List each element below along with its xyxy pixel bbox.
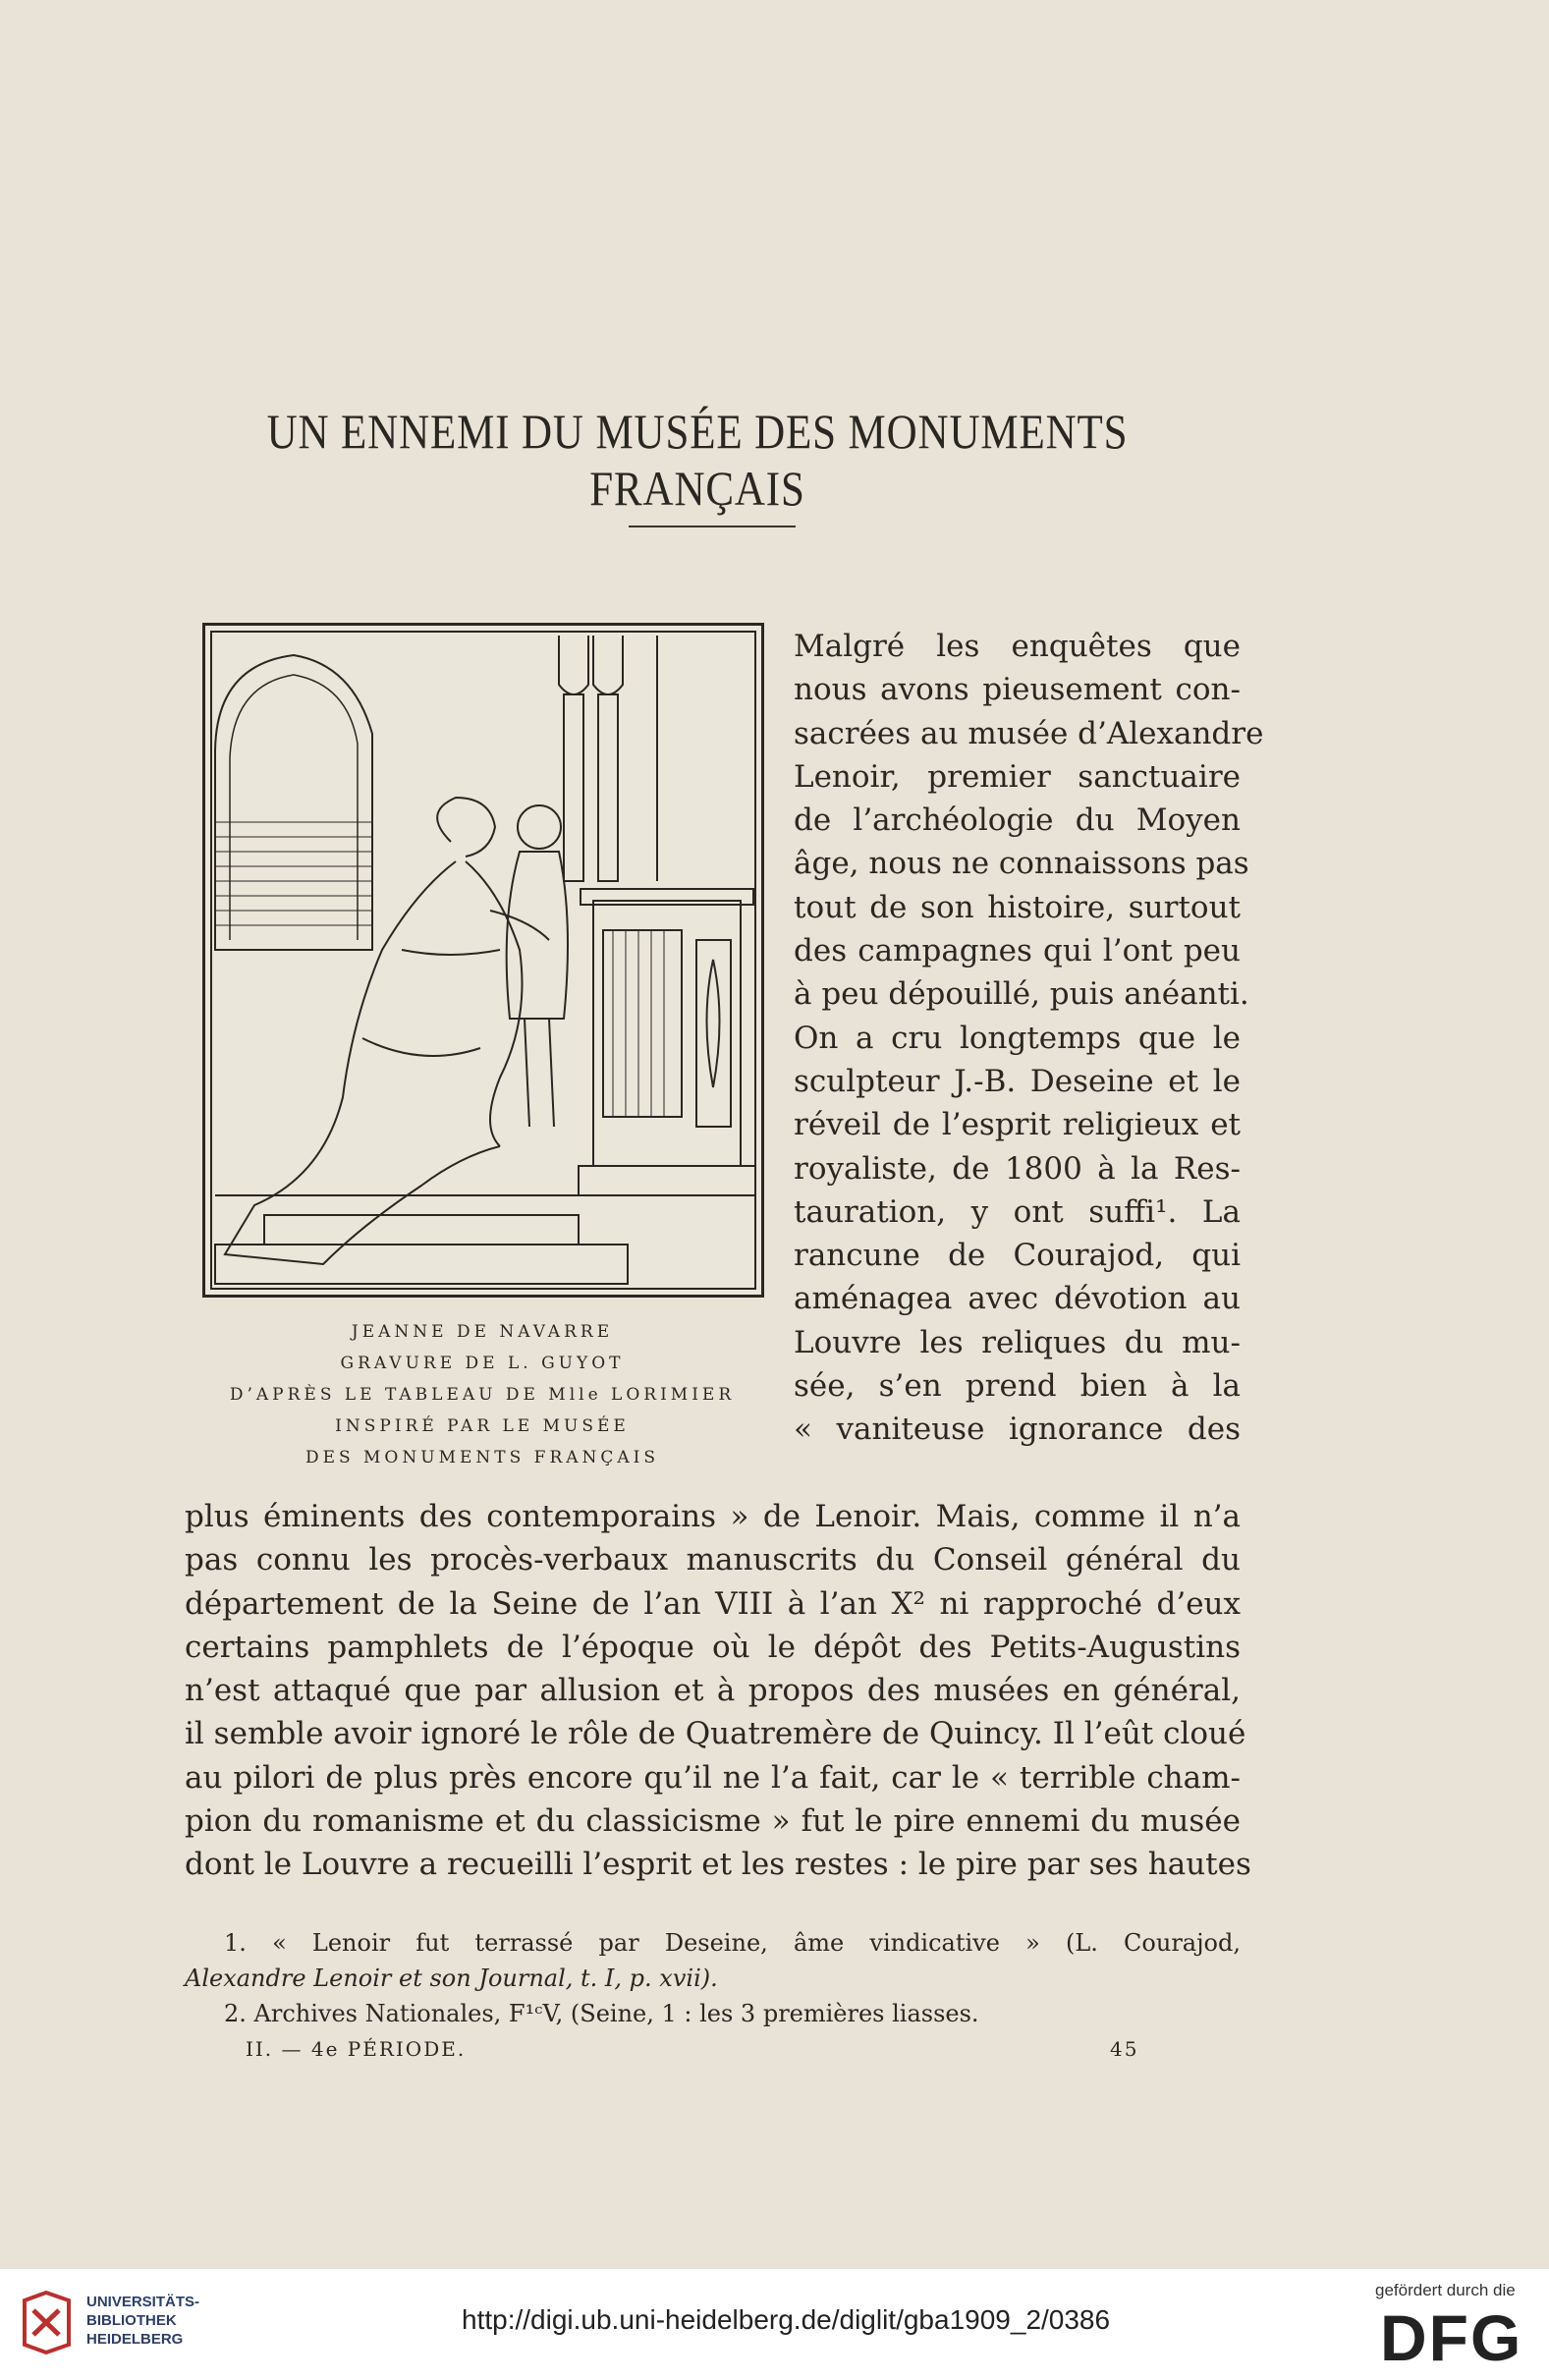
text-line: département de la Seine de l’an VIII à l’an X² ni rapproché d’eux bbox=[185, 1585, 1241, 1622]
title-rule bbox=[629, 526, 796, 527]
text-line: dont le Louvre a recueilli l’esprit et les restes : le pire par ses hautes bbox=[185, 1847, 1251, 1883]
text-line: âge, nous ne connaissons pas bbox=[794, 846, 1249, 882]
article-title: UN ENNEMI DU MUSÉE DES MONUMENTS FRANÇAIS bbox=[266, 404, 1129, 516]
text-line: sée, s’en prend bien à la bbox=[794, 1368, 1241, 1405]
right-column-text bbox=[794, 625, 1264, 1452]
library-name-line: UNIVERSITÄTS- bbox=[86, 2294, 200, 2310]
text-line: tout de son histoire, surtout bbox=[794, 889, 1241, 925]
footnote-1: 1. « Lenoir fut terrassé par Deseine, âme vindicative » (L. Courajod, bbox=[224, 1929, 1241, 1957]
library-name bbox=[86, 2293, 199, 2349]
text-line: Lenoir, premier sanctuaire bbox=[794, 758, 1241, 795]
caption-line: GRAVURE DE L. GUYOT bbox=[340, 1354, 625, 1373]
text-line: royaliste, de 1800 à la Res- bbox=[794, 1150, 1241, 1187]
text-line: pas connu les procès-verbaux manuscrits du Conseil général du bbox=[185, 1542, 1241, 1578]
text-line: de l’archéologie du Moyen bbox=[794, 803, 1241, 839]
footnote-2: 2. Archives Nationales, F¹ᶜV, (Seine, 1 : les 3 premières liasses. bbox=[224, 2000, 979, 2027]
text-line: plus éminents des contemporains » de Lenoir. Mais, comme il n’a bbox=[185, 1499, 1241, 1534]
text-line: pion du romanisme et du classicisme » fut le pire ennemi du musée bbox=[185, 1803, 1241, 1840]
footnotes bbox=[185, 1925, 1241, 2031]
footnote-1-continued: Alexandre Lenoir et son Journal, t. I, p. xvii). bbox=[185, 1965, 718, 1992]
text-line: réveil de l’esprit religieux et bbox=[794, 1107, 1241, 1143]
signature-mark: II. — 4e PÉRIODE. bbox=[246, 2037, 467, 2061]
text-line: Louvre les reliques du mu- bbox=[794, 1324, 1241, 1360]
caption-line: JEANNE DE NAVARRE bbox=[351, 1322, 614, 1342]
text-line: rancune de Courajod, qui bbox=[794, 1238, 1241, 1274]
library-name-line: HEIDELBERG bbox=[86, 2331, 184, 2348]
engraving-drawing bbox=[205, 626, 761, 1295]
page-number: 45 bbox=[1110, 2037, 1139, 2061]
text-line: On a cru longtemps que le bbox=[794, 1020, 1241, 1056]
funded-by-label: gefördert durch die bbox=[1375, 2281, 1516, 2299]
full-width-text bbox=[185, 1495, 1251, 1887]
engraving-illustration bbox=[202, 623, 764, 1298]
text-line: certains pamphlets de l’époque où le dépôt des Petits-Augustins bbox=[185, 1629, 1241, 1665]
text-line: tauration, y ont suffi¹. La bbox=[794, 1193, 1241, 1230]
source-url-link[interactable]: http://digi.ub.uni-heidelberg.de/diglit/gba1909_2/0386 bbox=[462, 2304, 1111, 2335]
text-line: nous avons pieusement con- bbox=[794, 672, 1241, 708]
caption-line: INSPIRÉ PAR LE MUSÉE bbox=[335, 1416, 630, 1436]
caption-line: DES MONUMENTS FRANÇAIS bbox=[304, 1448, 660, 1467]
text-line: sacrées au musée d’Alexandre bbox=[794, 715, 1264, 751]
text-line: Malgré les enquêtes que bbox=[794, 629, 1241, 664]
text-line: aménagea avec dévotion au bbox=[794, 1281, 1241, 1317]
text-line: au pilori de plus près encore qu’il ne l’a fait, car le « terrible cham- bbox=[185, 1759, 1241, 1796]
text-line: des campagnes qui l’ont peu bbox=[794, 933, 1241, 969]
text-line: il semble avoir ignoré le rôle de Quatremère de Quincy. Il l’eût cloué bbox=[185, 1716, 1246, 1752]
text-line: à peu dépouillé, puis anéanti. bbox=[794, 976, 1249, 1013]
text-line: « vaniteuse ignorance des bbox=[794, 1411, 1241, 1448]
figure-caption bbox=[193, 1316, 772, 1473]
caption-line: D’APRÈS LE TABLEAU DE Mlle LORIMIER bbox=[229, 1385, 736, 1405]
text-line: n’est attaqué que par allusion et à propos des musées en général, bbox=[185, 1673, 1241, 1709]
library-logo-icon bbox=[20, 2291, 74, 2354]
library-name-line: BIBLIOTHEK bbox=[86, 2312, 177, 2329]
text-line: sculpteur J.-B. Deseine et le bbox=[794, 1063, 1241, 1099]
dfg-logo: DFG bbox=[1380, 2301, 1523, 2374]
